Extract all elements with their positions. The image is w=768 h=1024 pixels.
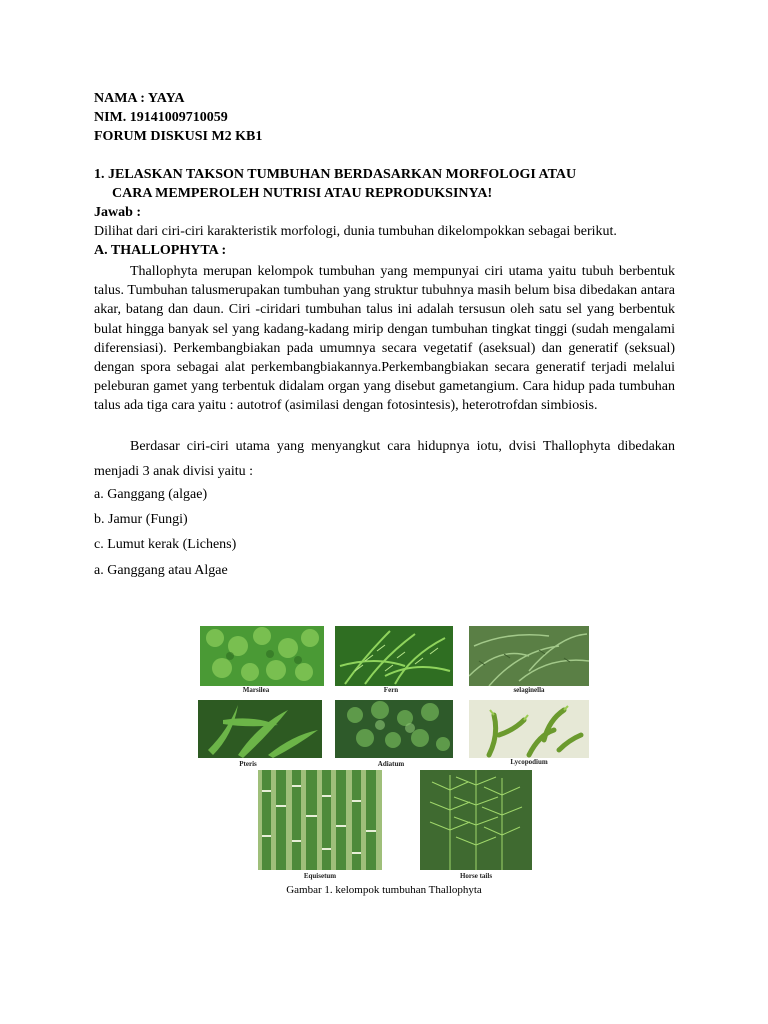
horse-tails-image xyxy=(420,770,532,870)
paragraph-subdivision: Berdasar ciri-ciri utama yang menyangkut cara hidupnya iotu, dvisi Thallophyta dibedakan menjadi 3 anak divisi yaitu : xyxy=(94,439,675,479)
answer-label: Jawab : xyxy=(94,205,142,220)
label-marsilea: Marsilea xyxy=(242,686,270,694)
plant-figure xyxy=(196,620,590,882)
label-horse-tails: Horse tails xyxy=(459,872,493,880)
label-adiatum: Adiatum xyxy=(377,760,405,768)
answer-intro: Dilihat dari ciri-ciri karakteristik morfologi, dunia tumbuhan dikelompokkan sebagai berikut. xyxy=(94,224,617,239)
equisetum-image xyxy=(258,770,382,870)
label-selaginella: selaginella xyxy=(513,686,545,694)
marsilea-image xyxy=(200,626,324,686)
question-line-2: CARA MEMPEROLEH NUTRISI ATAU REPRODUKSINYA! xyxy=(112,186,493,201)
lycopodium-image xyxy=(469,700,589,758)
list-item: c. Lumut kerak (Lichens) xyxy=(94,537,237,552)
list-item: a. Ganggang (algae) xyxy=(94,487,208,502)
paragraph-thallophyta: Thallophyta merupan kelompok tumbuhan yang mempunyai ciri utama yaitu tubuh berbentuk talus. Tumbuhan talusmerupakan tumbuhan yang struktur tubuhnya masih belum bisa dibedakan antara akar, batang dan daun. Ciri -ciridari tumbuhan talus ini adalah tersusun oleh satu sel yang berbentuk bulat hingga banyak sel yang kadang-kadang mirip dengan tumbuhan tingkat tinggi (sudah mengalami diferensiasi). Perkembangbiakan pada umumnya secara vegetatif (aseksual) dan generatif (seksual) dengan spora sebagai alat perkembangbiakannya.Perkembangbiakan secara generatif terjadi melalui peleburan gamet yang terbentuk didalam organ yang disebut gametangium. Cara hidup pada tumbuhan talus ada tiga cara yaitu : autotrof (asimilasi dengan fotosintesis), heterotrofdan simbiosis. xyxy=(94,264,675,414)
list-item: a. Ganggang atau Algae xyxy=(94,563,228,578)
label-pteris: Pteris xyxy=(239,760,257,768)
question-line-1: 1. JELASKAN TAKSON TUMBUHAN BERDASARKAN MORFOLOGI ATAU xyxy=(94,167,577,182)
pteris-image xyxy=(198,700,322,758)
fern-image xyxy=(335,626,453,686)
label-fern: Fern xyxy=(383,686,399,694)
list-item: b. Jamur (Fungi) xyxy=(94,512,188,527)
label-equisetum: Equisetum xyxy=(303,872,337,880)
label-lycopodium: Lycopodium xyxy=(510,758,548,766)
selaginella-image xyxy=(469,626,589,686)
adiatum-image xyxy=(335,700,453,758)
forum-title: FORUM DISKUSI M2 KB1 xyxy=(94,129,263,144)
figure-caption: Gambar 1. kelompok tumbuhan Thallophyta xyxy=(286,884,482,896)
student-nim: NIM. 19141009710059 xyxy=(94,110,228,125)
section-heading: A. THALLOPHYTA : xyxy=(94,243,227,258)
student-name: NAMA : YAYA xyxy=(94,91,185,106)
